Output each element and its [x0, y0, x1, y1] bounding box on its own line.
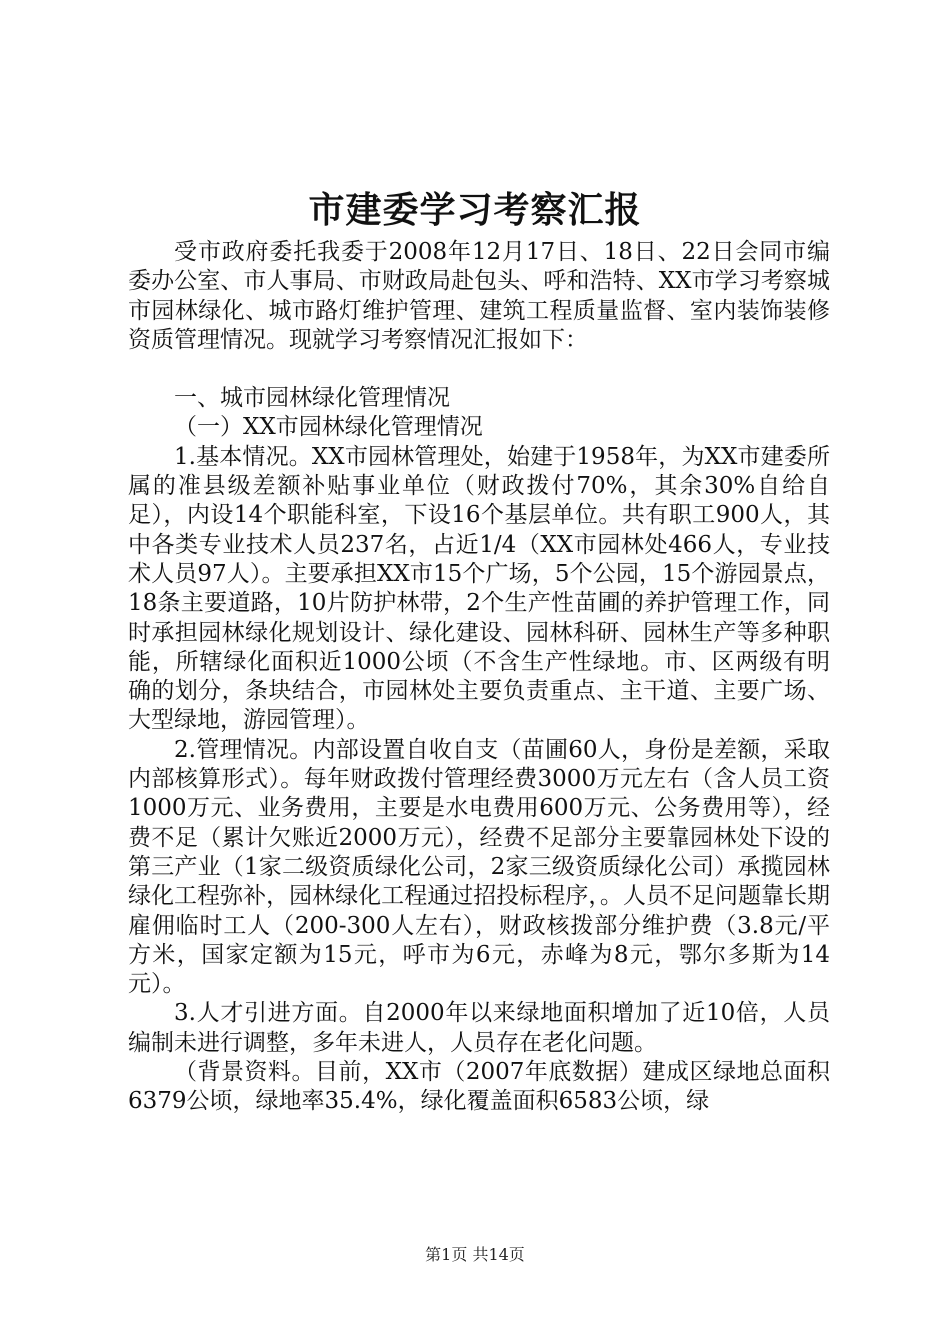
subsection-heading: （一）XX市园林绿化管理情况 [174, 414, 483, 441]
document-body [128, 238, 830, 1117]
intro-paragraph: 受市政府委托我委于2008年12月17日、18日、22日会同市编委办公室、市人事局、市财政局赴包头、呼和浩特、XX市学习考察城市园林绿化、城市路灯维护管理、建筑工程质量监督、室内装饰装修资质管理情况。现就学习考察情况汇报如下： [128, 239, 830, 353]
document-title: 市建委学习考察汇报 [308, 189, 642, 231]
background-paragraph: （背景资料。目前，XX市（2007年底数据）建成区绿地总面积6379公顷，绿地率35.4%，绿化覆盖面积6583公顷，绿 [128, 1059, 830, 1115]
basic-info-paragraph: 1.基本情况。XX市园林管理处，始建于1958年，为XX市建委所属的准县级差额补贴事业单位（财政拨付70%，其余30%自给自足），内设14个职能科室，下设16个基层单位。共有职工900人，其中各类专业技术人员237名，占近1/4（XX市园林处466人，专业技术人员97人）。主要承担XX市15个广场，5个公园，15个游园景点，18条主要道路，10片防护林带，2个生产性苗圃的养护管理工作，同时承担园林绿化规划设计、绿化建设、园林科研、园林生产等多种职能，所辖绿化面积近1000公顷（不含生产性绿地。市、区两级有明确的划分，条块结合，市园林处主要负责重点、主干道、主要广场、大型绿地，游园管理）。 [128, 443, 830, 734]
page-footer: 第1页 共14页 [425, 1245, 525, 1264]
talent-paragraph: 3.人才引进方面。自2000年以来绿地面积增加了近10倍，人员编制未进行调整，多年未进人，人员存在老化问题。 [128, 1000, 830, 1056]
section-heading: 一、城市园林绿化管理情况 [174, 385, 450, 412]
management-paragraph: 2.管理情况。内部设置自收自支（苗圃60人，身份是差额，采取内部核算形式）。每年财政拨付管理经费3000万元左右（含人员工资1000万元、业务费用，主要是水电费用600万元、公务费用等），经费不足（累计欠账近2000万元），经费不足部分主要靠园林处下设的第三产业（1家二级资质绿化公司，2家三级资质绿化公司）承揽园林绿化工程弥补，园林绿化工程通过招投标程序，。人员不足问题靠长期雇佣临时工人（200-300人左右），财政核拨部分维护费（3.8元/平方米，国家定额为15元，呼市为6元，赤峰为8元，鄂尔多斯为14元）。 [128, 736, 830, 998]
paragraph-gap [128, 355, 830, 384]
